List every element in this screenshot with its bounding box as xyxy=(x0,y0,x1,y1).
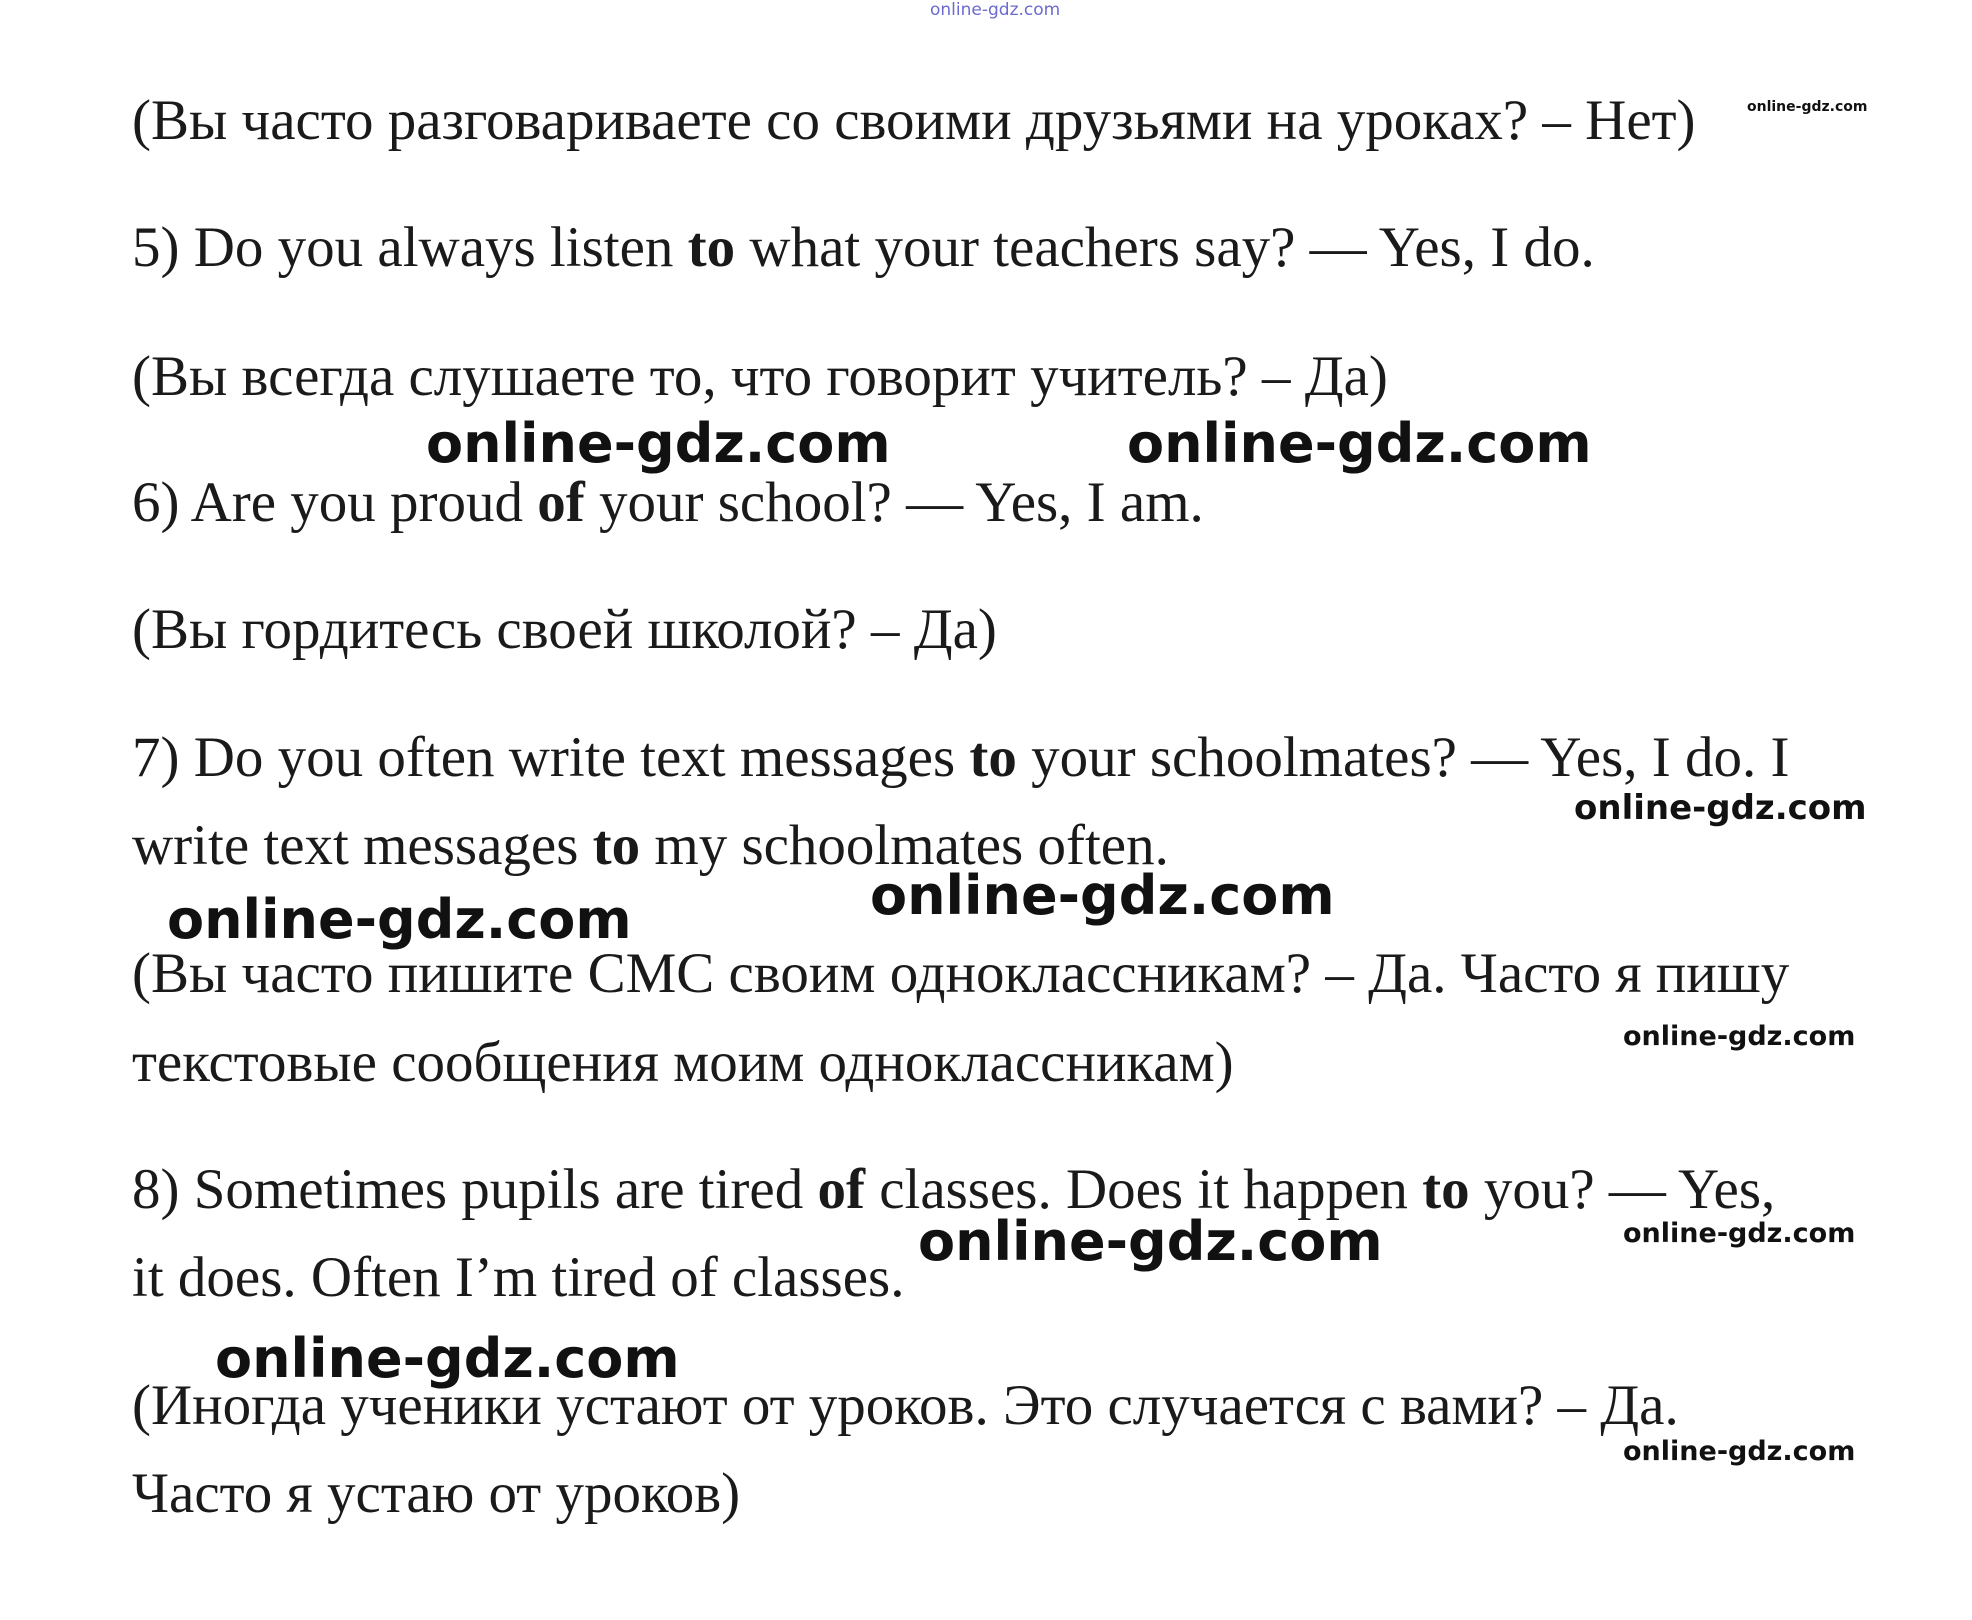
text-bold: to xyxy=(1422,1158,1470,1221)
text-line-7-translation: (Вы часто пишите СМС своим одноклассникам? – Да. Часто я пишу xyxy=(132,942,1790,1005)
text-line-1: (Вы часто разговариваете со своими друзьями на уроках? – Нет) xyxy=(132,89,1696,152)
text-segment: my schoolmates often. xyxy=(640,814,1169,877)
watermark: online-gdz.com xyxy=(1574,788,1867,828)
watermark: online-gdz.com xyxy=(1623,1218,1856,1249)
text-line-6-translation: (Вы гордитесь своей школой? – Да) xyxy=(132,598,997,661)
text-bold: of xyxy=(537,471,585,534)
text-segment: write text messages xyxy=(132,814,593,877)
text-bold: of xyxy=(817,1158,865,1221)
watermark: online-gdz.com xyxy=(167,888,632,951)
watermark: online-gdz.com xyxy=(426,412,891,475)
watermark-top: online-gdz.com xyxy=(930,0,1061,20)
text-line-8-translation-cont: Часто я устаю от уроков) xyxy=(132,1462,741,1525)
text-line-5 xyxy=(132,215,1595,281)
text-segment: you? — Yes, xyxy=(1469,1158,1776,1221)
watermark: online-gdz.com xyxy=(870,864,1335,927)
watermark: online-gdz.com xyxy=(215,1327,680,1390)
text-segment: classes. Does it happen xyxy=(864,1158,1423,1221)
text-segment: your schoolmates? — Yes, I do. I xyxy=(1016,726,1790,789)
text-segment: 7) Do you often write text messages xyxy=(132,726,970,789)
text-segment: 8) Sometimes pupils are tired xyxy=(132,1158,818,1221)
text-line-8-cont: it does. Often I’m tired of classes. xyxy=(132,1246,905,1309)
watermark: online-gdz.com xyxy=(1127,412,1592,475)
text-line-7 xyxy=(132,725,1789,791)
text-line-6 xyxy=(132,470,1204,536)
text-line-8-translation: (Иногда ученики устают от уроков. Это случается с вами? – Да. xyxy=(132,1374,1679,1437)
text-segment: what your teachers say? — Yes, I do. xyxy=(735,216,1595,279)
text-bold: to xyxy=(592,814,641,877)
text-segment: 6) Are you proud xyxy=(132,471,538,534)
text-segment: your school? — Yes, I am. xyxy=(584,471,1204,534)
text-bold: to xyxy=(969,726,1017,789)
text-bold: to xyxy=(687,216,736,279)
watermark: online-gdz.com xyxy=(1623,1021,1856,1052)
watermark: online-gdz.com xyxy=(1623,1436,1856,1467)
text-line-7-translation-cont: текстовые сообщения моим одноклассникам) xyxy=(132,1031,1234,1094)
text-line-5-translation: (Вы всегда слушаете то, что говорит учитель? – Да) xyxy=(132,345,1388,408)
watermark: online-gdz.com xyxy=(918,1210,1383,1273)
watermark-corner: online-gdz.com xyxy=(1747,99,1868,115)
text-segment: 5) Do you always listen xyxy=(132,216,688,279)
